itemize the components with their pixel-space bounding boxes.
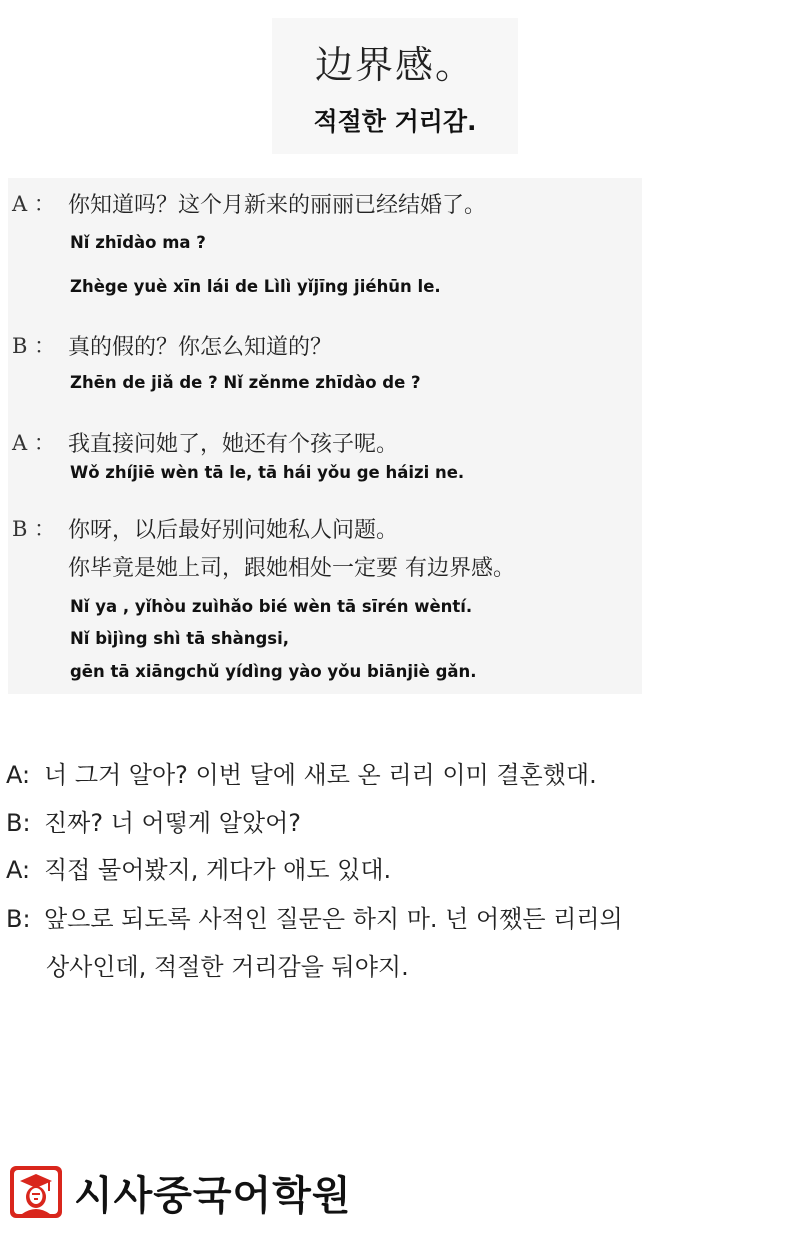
translation-continuation: 상사인데, 적절한 거리감을 둬야지.: [46, 953, 409, 981]
sisa-logo-icon: [8, 1164, 64, 1220]
translation-text: 직접 물어봤지, 게다가 애도 있대.: [44, 856, 392, 884]
page-title-korean: 적절한 거리감.: [313, 107, 477, 136]
pinyin-line: Wǒ zhíjiē wèn tā le, tā hái yǒu ge háizi ne.: [70, 463, 465, 482]
translation-speaker: A:: [6, 761, 31, 789]
translation-line: [6, 850, 391, 885]
translation-line: [6, 899, 623, 934]
academy-logo: [8, 1162, 351, 1222]
page-title-chinese: 边界感。: [314, 43, 475, 87]
translation-line: [6, 803, 301, 838]
pinyin-line: Zhège yuè xīn lái de Lìlì yǐjīng jiéhūn le.: [70, 277, 441, 296]
translation-speaker: B:: [6, 809, 31, 837]
pinyin-line: Nǐ ya , yǐhòu zuìhǎo bié wèn tā sīrén wèntí.: [70, 597, 473, 616]
translation-line: [6, 755, 597, 790]
speaker-label: A ：: [12, 431, 55, 455]
title-block: [272, 18, 518, 154]
chinese-sentence: 你呀，以后最好别问她私人问题。: [68, 518, 399, 543]
chinese-sentence: 真的假的？你怎么知道的？: [68, 335, 333, 360]
chinese-sentence: 我直接问她了，她还有个孩子呢。: [68, 432, 399, 457]
speaker-label: A ：: [12, 192, 55, 216]
dialogue-panel: [8, 178, 642, 694]
chinese-sentence: 你知道吗？这个月新来的丽丽已经结婚了。: [68, 193, 487, 218]
translation-text: 진짜? 너 어떻게 알았어?: [44, 809, 302, 837]
translation-speaker: A:: [6, 856, 31, 884]
translation-text: 앞으로 되도록 사적인 질문은 하지 마. 넌 어쨌든 리리의: [44, 905, 623, 933]
academy-name: 시사중국어학원: [74, 1172, 352, 1219]
pinyin-line: gēn tā xiāngchǔ yídìng yào yǒu biānjiè gǎn.: [70, 662, 477, 681]
speaker-label: B ：: [12, 334, 56, 358]
translation-text: 너 그거 알아? 이번 달에 새로 온 리리 이미 결혼했대.: [44, 761, 597, 789]
pinyin-line: Nǐ bìjìng shì tā shàngsi,: [70, 629, 290, 648]
translation-speaker: B:: [6, 905, 31, 933]
pinyin-line: Nǐ zhīdào ma ?: [70, 233, 206, 252]
speaker-label: B ：: [12, 517, 56, 541]
chinese-sentence: 你毕竟是她上司，跟她相处一定要 有边界感。: [68, 556, 515, 581]
pinyin-line: Zhēn de jiǎ de ? Nǐ zěnme zhīdào de ?: [70, 373, 421, 392]
